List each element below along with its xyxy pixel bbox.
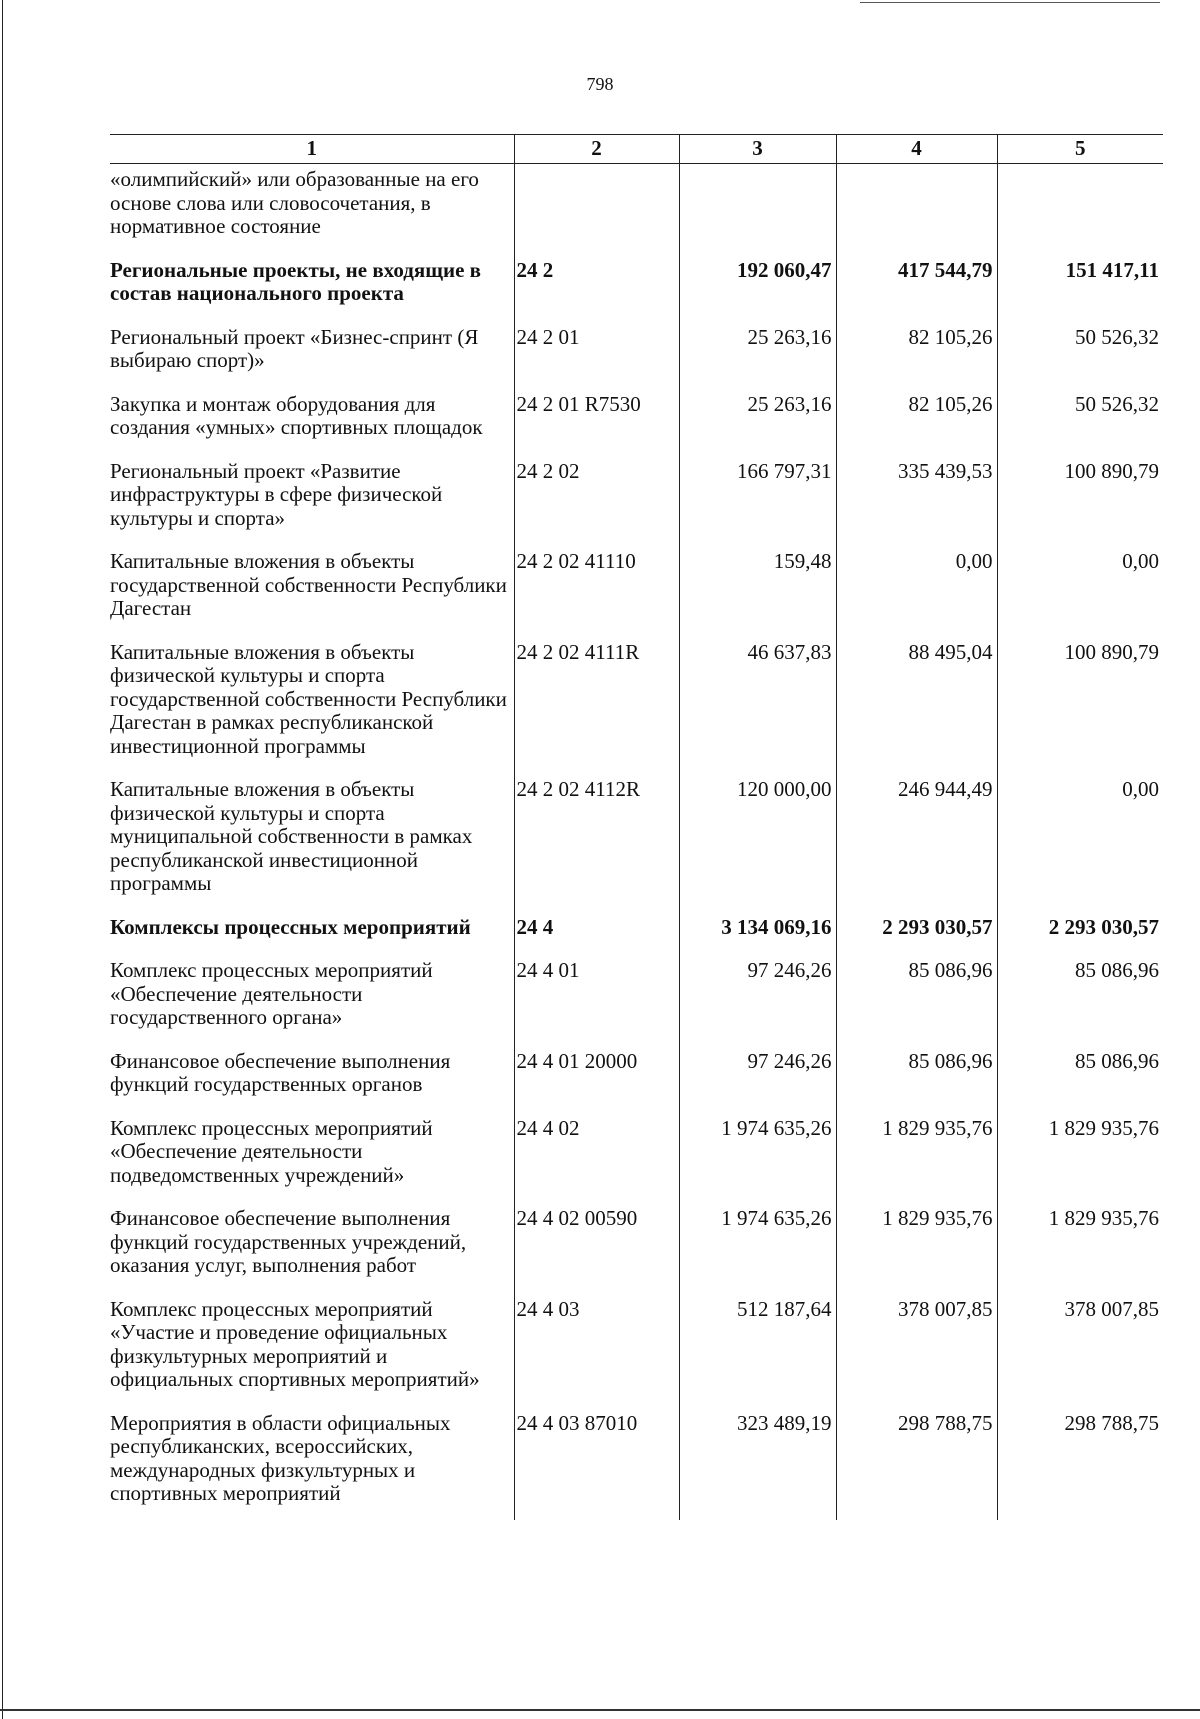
- table-body: [110, 164, 1163, 1520]
- amount-col5-cell: 151 417,11: [997, 259, 1163, 326]
- classification-code-cell: 24 4 01: [514, 959, 679, 1050]
- item-name-cell: Капитальные вложения в объекты государственной собственности Республики Дагестан: [110, 549, 507, 620]
- amount-col5-cell: 50 526,32: [997, 326, 1163, 393]
- classification-code-cell: 24 2 02 4111R: [514, 641, 679, 779]
- amount-col4-cell: 1 829 935,76: [836, 1207, 997, 1298]
- classification-code-cell: 24 2 02: [514, 460, 679, 551]
- classification-code-cell: 24 2: [514, 259, 679, 326]
- item-name-cell: Региональные проекты, не входящие в состав национального проекта: [110, 257, 481, 305]
- amount-col4-cell: 378 007,85: [836, 1298, 997, 1412]
- item-name-cell: Комплекс процессных мероприятий «Обеспечение деятельности государственного органа»: [110, 958, 433, 1029]
- item-name-cell: Капитальные вложения в объекты физической культуры и спорта государственной собственности Республики Дагестан в рамках республиканской инвестиционной программы: [110, 639, 507, 758]
- item-name-cell: Региональный проект «Развитие инфраструктуры в сфере физической культуры и спорта»: [110, 458, 443, 530]
- amount-col3-cell: 1 974 635,26: [679, 1207, 836, 1298]
- table-row: [110, 259, 1163, 326]
- item-name-cell: Комплексы процессных мероприятий: [110, 914, 471, 939]
- column-header: 2: [514, 135, 679, 164]
- classification-code-cell: 24 4 02: [514, 1117, 679, 1208]
- column-header: 1: [110, 135, 514, 164]
- table-row: [110, 1207, 1163, 1298]
- item-name-cell: Региональный проект «Бизнес-спринт (Я выбираю спорт)»: [110, 324, 479, 372]
- budget-table: [110, 134, 1163, 1520]
- item-name-cell: Мероприятия в области официальных республиканских, всероссийских, международных физкультурных и спортивных мероприятий: [110, 1410, 451, 1505]
- amount-col4-cell: 246 944,49: [836, 778, 997, 916]
- amount-col3-cell: [679, 164, 836, 259]
- amount-col3-cell: 512 187,64: [679, 1298, 836, 1412]
- classification-code-cell: 24 4 03: [514, 1298, 679, 1412]
- classification-code-cell: 24 2 02 41110: [514, 550, 679, 641]
- table-row: [110, 550, 1163, 641]
- amount-col3-cell: 3 134 069,16: [679, 916, 836, 960]
- amount-col4-cell: 417 544,79: [836, 259, 997, 326]
- amount-col4-cell: 0,00: [836, 550, 997, 641]
- table-row: [110, 916, 1163, 960]
- amount-col5-cell: 85 086,96: [997, 1050, 1163, 1117]
- amount-col4-cell: [836, 164, 997, 259]
- item-name-cell: Закупка и монтаж оборудования для создания «умных» спортивных площадок: [110, 391, 483, 439]
- scan-edge-left: [2, 0, 3, 1719]
- table-row: [110, 1050, 1163, 1117]
- table-row: [110, 460, 1163, 551]
- column-header: 5: [997, 135, 1163, 164]
- amount-col5-cell: 2 293 030,57: [997, 916, 1163, 960]
- amount-col5-cell: 100 890,79: [997, 460, 1163, 551]
- header-row: [110, 135, 1163, 164]
- amount-col4-cell: 82 105,26: [836, 326, 997, 393]
- item-name-cell: Комплекс процессных мероприятий «Обеспечение деятельности подведомственных учреждений»: [110, 1115, 433, 1187]
- table-row: [110, 393, 1163, 460]
- table-row: [110, 1117, 1163, 1208]
- amount-col3-cell: 46 637,83: [679, 641, 836, 779]
- table-row: [110, 1412, 1163, 1520]
- amount-col5-cell: 0,00: [997, 778, 1163, 916]
- table-row: [110, 641, 1163, 779]
- amount-col3-cell: 1 974 635,26: [679, 1117, 836, 1208]
- amount-col5-cell: [997, 164, 1163, 259]
- amount-col5-cell: 100 890,79: [997, 641, 1163, 779]
- classification-code-cell: 24 4 03 87010: [514, 1412, 679, 1520]
- amount-col4-cell: 298 788,75: [836, 1412, 997, 1520]
- item-name-cell: «олимпийский» или образованные на его основе слова или словосочетания, в нормативное состояние: [110, 167, 479, 238]
- classification-code-cell: 24 4: [514, 916, 679, 960]
- amount-col3-cell: 159,48: [679, 550, 836, 641]
- amount-col3-cell: 25 263,16: [679, 326, 836, 393]
- amount-col4-cell: 85 086,96: [836, 1050, 997, 1117]
- classification-code-cell: 24 2 01 R7530: [514, 393, 679, 460]
- table-row: [110, 1298, 1163, 1412]
- amount-col5-cell: 378 007,85: [997, 1298, 1163, 1412]
- table-row: [110, 959, 1163, 1050]
- amount-col3-cell: 323 489,19: [679, 1412, 836, 1520]
- item-name-cell: Финансовое обеспечение выполнения функций государственных органов: [110, 1048, 451, 1096]
- amount-col5-cell: 298 788,75: [997, 1412, 1163, 1520]
- page-number: 798: [586, 74, 614, 94]
- amount-col3-cell: 192 060,47: [679, 259, 836, 326]
- column-header: 4: [836, 135, 997, 164]
- classification-code-cell: 24 4 01 20000: [514, 1050, 679, 1117]
- amount-col4-cell: 82 105,26: [836, 393, 997, 460]
- amount-col5-cell: 1 829 935,76: [997, 1117, 1163, 1208]
- classification-code-cell: [514, 164, 679, 259]
- item-name-cell: Финансовое обеспечение выполнения функций государственных учреждений, оказания услуг, выполнения работ: [110, 1206, 467, 1277]
- amount-col4-cell: 1 829 935,76: [836, 1117, 997, 1208]
- table-row: [110, 164, 1163, 259]
- amount-col3-cell: 97 246,26: [679, 1050, 836, 1117]
- amount-col3-cell: 166 797,31: [679, 460, 836, 551]
- amount-col5-cell: 50 526,32: [997, 393, 1163, 460]
- item-name-cell: Капитальные вложения в объекты физической культуры и спорта муниципальной собственности в рамках республиканской инвестиционной программы: [110, 777, 473, 895]
- amount-col4-cell: 2 293 030,57: [836, 916, 997, 960]
- classification-code-cell: 24 2 02 4112R: [514, 778, 679, 916]
- amount-col4-cell: 335 439,53: [836, 460, 997, 551]
- table-row: [110, 326, 1163, 393]
- amount-col3-cell: 120 000,00: [679, 778, 836, 916]
- classification-code-cell: 24 4 02 00590: [514, 1207, 679, 1298]
- scan-edge-bottom: [0, 1709, 1200, 1711]
- item-name-cell: Комплекс процессных мероприятий «Участие и проведение официальных физкультурных мероприятий и официальных спортивных мероприятий»: [110, 1296, 480, 1391]
- amount-col4-cell: 85 086,96: [836, 959, 997, 1050]
- classification-code-cell: 24 2 01: [514, 326, 679, 393]
- amount-col5-cell: 1 829 935,76: [997, 1207, 1163, 1298]
- amount-col3-cell: 25 263,16: [679, 393, 836, 460]
- amount-col5-cell: 85 086,96: [997, 959, 1163, 1050]
- amount-col4-cell: 88 495,04: [836, 641, 997, 779]
- column-header: 3: [679, 135, 836, 164]
- table-row: [110, 778, 1163, 916]
- amount-col5-cell: 0,00: [997, 550, 1163, 641]
- scan-edge-top: [860, 2, 1160, 3]
- amount-col3-cell: 97 246,26: [679, 959, 836, 1050]
